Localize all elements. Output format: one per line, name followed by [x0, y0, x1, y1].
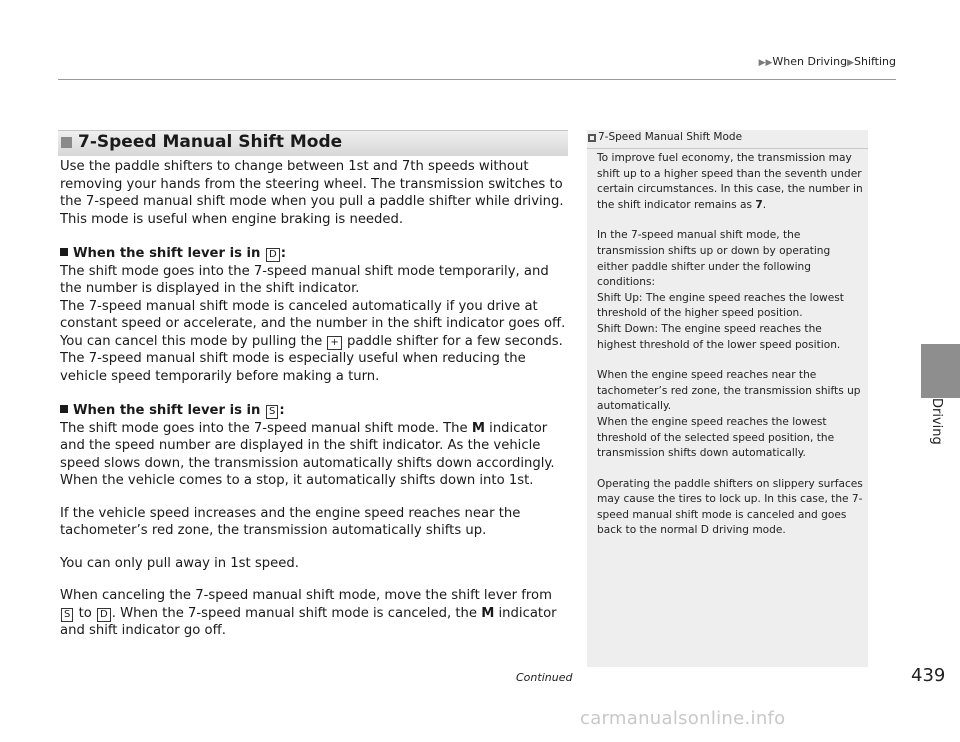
chapter-label: Driving [929, 398, 944, 445]
section-title: 7-Speed Manual Shift Mode [78, 132, 343, 152]
key-d-icon: D [266, 248, 280, 262]
sidebar-title: 7-Speed Manual Shift Mode [598, 131, 743, 143]
d-paragraph-3: You can cancel this mode by pulling the + paddle shifter for a few seconds. [60, 333, 563, 349]
sidebar-shift-down: Shift Down: The engine speed reaches the highest threshold of the lower speed position. [597, 322, 841, 351]
sidebar-body [597, 151, 863, 539]
page-number: 439 [911, 665, 946, 686]
sidebar-paragraph-3b: When the engine speed reaches the lowest threshold of the selected speed position, the transmission shifts down automatically. [597, 415, 835, 460]
key-d-icon: D [97, 608, 111, 622]
arrow-icon: ▶▶ [758, 58, 773, 68]
breadcrumb [759, 55, 896, 68]
note-icon [588, 134, 596, 142]
first-speed-paragraph: You can only pull away in 1st speed. [60, 555, 299, 571]
key-s-icon: S [266, 405, 278, 419]
d-paragraph-1: The shift mode goes into the 7-speed manual shift mode temporarily, and the number is displayed in the shift indicator. [60, 263, 549, 296]
cancel-paragraph: When canceling the 7-speed manual shift mode, move the shift lever from S to D . When the 7-speed manual shift mode is canceled, the M indicator and shift indicator go off. [60, 588, 557, 638]
d-paragraph-2: The 7-speed manual shift mode is canceled automatically if you drive at constant speed or accelerate, and the number in the shift indicator goes off. [60, 298, 566, 331]
sidebar-paragraph-2: In the 7-speed manual shift mode, the transmission shifts up or down by operating either paddle shifter under the following conditions: [597, 229, 831, 289]
sidebar-note [587, 130, 868, 667]
key-s-icon: S [61, 608, 73, 622]
chapter-tab [921, 344, 960, 398]
key-plus-icon: + [327, 336, 341, 350]
intro-paragraph: Use the paddle shifters to change between 1st and 7th speeds without removing your hands from the steering wheel. The transmission switches to the 7-speed manual shift mode when you pull a paddle shifter while driving. This mode is useful when engine braking is needed. [60, 159, 564, 227]
square-bullet-icon [60, 405, 68, 413]
subheading-s: When the shift lever is in S : [60, 402, 570, 420]
section-title-bar [58, 130, 568, 156]
d-paragraph-4: The 7-speed manual shift mode is especially useful when reducing the vehicle speed temporarily before making a turn. [60, 351, 526, 384]
watermark: carmanualsonline.info [580, 708, 786, 729]
arrow-icon: ▶ [847, 58, 854, 68]
sidebar-header [587, 130, 868, 149]
continued-label: Continued [516, 671, 573, 684]
breadcrumb-shifting[interactable]: Shifting [853, 55, 896, 68]
tachometer-paragraph: If the vehicle speed increases and the engine speed reaches near the tachometer’s red zone, the transmission automatically shifts up. [60, 505, 521, 538]
subheading-d: When the shift lever is in D : [60, 245, 570, 263]
sidebar-paragraph-4: Operating the paddle shifters on slippery surfaces may cause the tires to lock up. In this case, the 7-speed manual shift mode is canceled and goes back to the normal D driving mode. [597, 477, 863, 537]
sidebar-paragraph-1: To improve fuel economy, the transmission may shift up to a higher speed than the seventh under certain circumstances. In this case, the number in the shift indicator remains as 7. [597, 152, 863, 211]
breadcrumb-when-driving[interactable]: When Driving [772, 55, 848, 68]
section-square-icon [61, 137, 72, 148]
sidebar-paragraph-3: When the engine speed reaches near the tachometer’s red zone, the transmission shifts up automatically. [597, 369, 861, 413]
square-bullet-icon [60, 248, 68, 256]
main-content [60, 158, 570, 640]
sidebar-shift-up: Shift Up: The engine speed reaches the lowest threshold of the higher speed position. [597, 291, 844, 320]
header-divider [58, 79, 896, 80]
s-paragraph-1: The shift mode goes into the 7-speed manual shift mode. The M indicator and the speed number are displayed in the shift indicator. As the vehicle speed slows down, the transmission automatically shifts down accordingly. When the vehicle comes to a stop, it automatically shifts down into 1st. [60, 420, 555, 488]
